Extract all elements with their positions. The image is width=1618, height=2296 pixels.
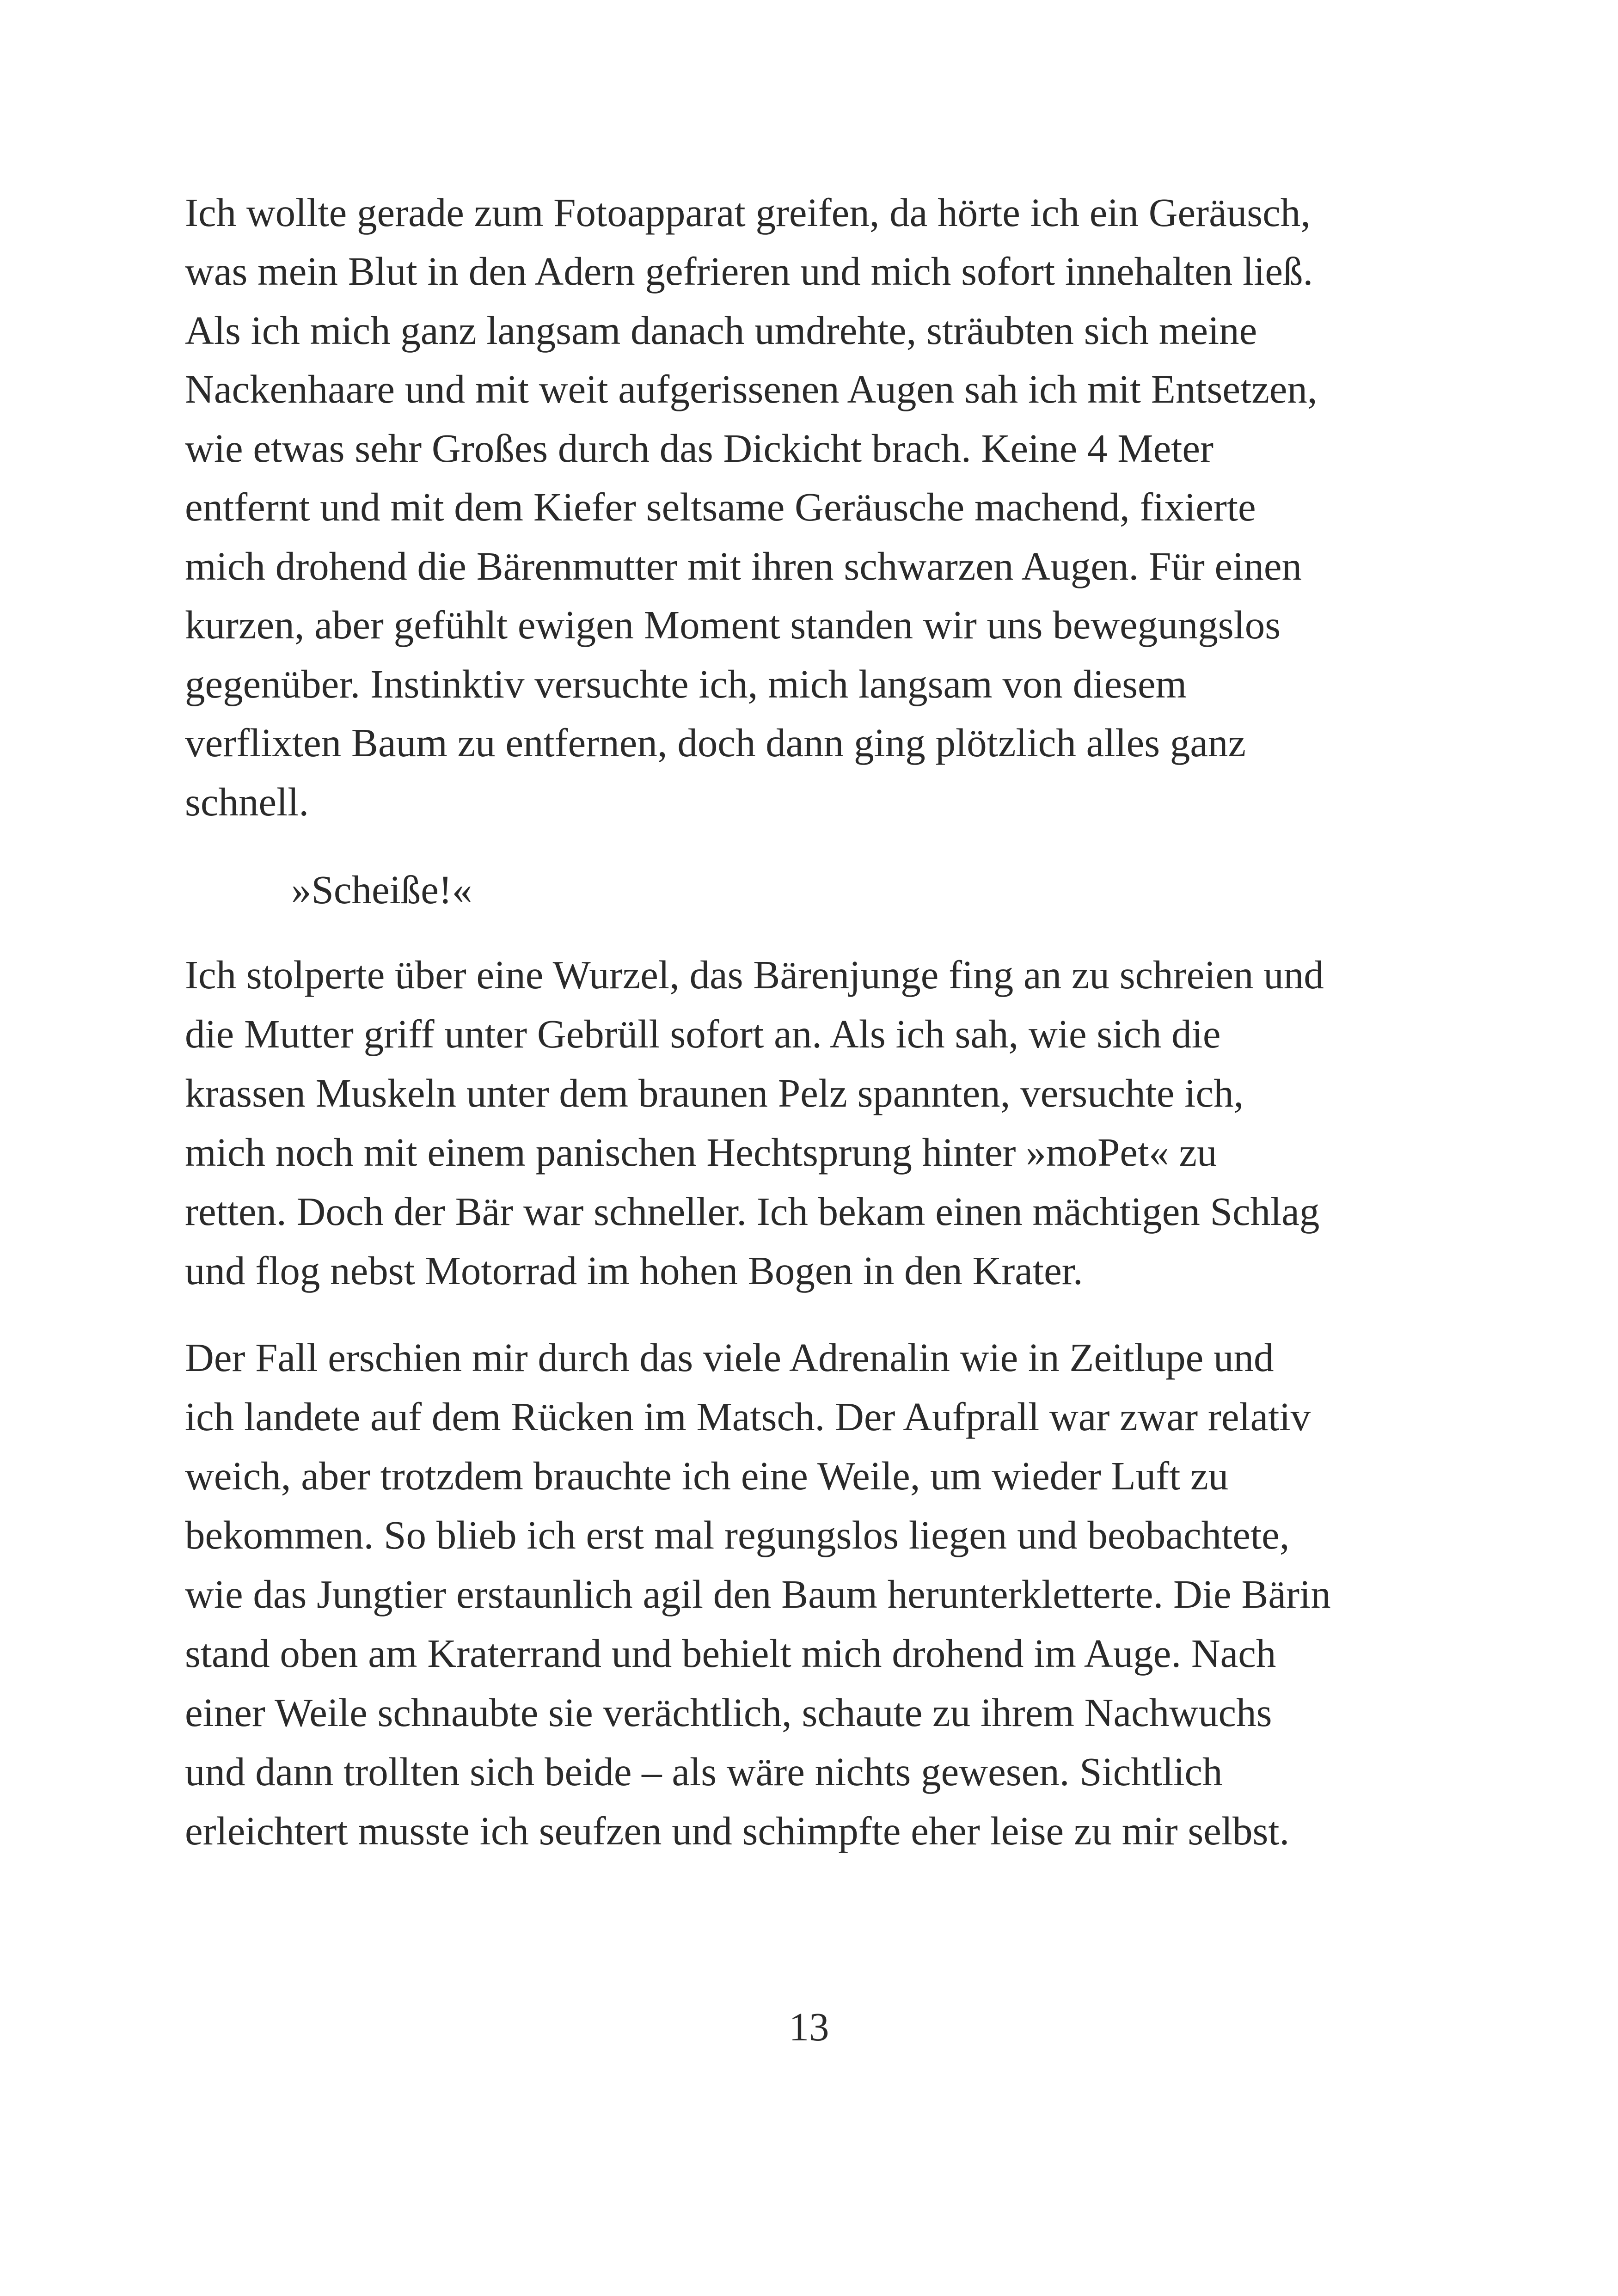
- text-line: erleichtert musste ich seufzen und schimpfte eher leise zu mir selbst.: [185, 1808, 1290, 1853]
- text-line: gegenüber. Instinktiv versuchte ich, mich langsam von diesem: [185, 661, 1187, 706]
- text-line: mich noch mit einem panischen Hechtsprung hinter »moPet« zu: [185, 1130, 1217, 1175]
- text-line: stand oben am Kraterrand und behielt mich drohend im Auge. Nach: [185, 1631, 1276, 1676]
- text-line: wie das Jungtier erstaunlich agil den Baum herunterkletterte. Die Bärin: [185, 1572, 1331, 1616]
- text-line: kurzen, aber gefühlt ewigen Moment standen wir uns bewegungslos: [185, 602, 1281, 647]
- dialogue-line: »Scheiße!«: [291, 867, 472, 912]
- text-line: verflixten Baum zu entfernen, doch dann ging plötzlich alles ganz: [185, 720, 1246, 765]
- text-line: Nackenhaare und mit weit aufgerissenen Augen sah ich mit Entsetzen,: [185, 367, 1318, 411]
- text-line: retten. Doch der Bär war schneller. Ich bekam einen mächtigen Schlag: [185, 1189, 1320, 1234]
- text-line: mich drohend die Bärenmutter mit ihren schwarzen Augen. Für einen: [185, 544, 1302, 588]
- text-line: entfernt und mit dem Kiefer seltsame Geräusche machend, fixierte: [185, 484, 1256, 529]
- text-line: schnell.: [185, 779, 309, 824]
- text-line: Ich wollte gerade zum Fotoapparat greifen, da hörte ich ein Geräusch,: [185, 190, 1311, 235]
- text-line: Ich stolperte über eine Wurzel, das Bärenjunge fing an zu schreien und: [185, 952, 1324, 997]
- text-line: und flog nebst Motorrad im hohen Bogen in den Krater.: [185, 1248, 1083, 1293]
- text-line: und dann trollten sich beide – als wäre nichts gewesen. Sichtlich: [185, 1749, 1223, 1794]
- text-line: krassen Muskeln unter dem braunen Pelz spannten, versuchte ich,: [185, 1071, 1244, 1115]
- text-line: die Mutter griff unter Gebrüll sofort an. Als ich sah, wie sich die: [185, 1011, 1221, 1056]
- page-number: 13: [789, 2004, 829, 2049]
- text-line: Der Fall erschien mir durch das viele Adrenalin wie in Zeitlupe und: [185, 1335, 1274, 1380]
- text-line: bekommen. So blieb ich erst mal regungslos liegen und beobachtete,: [185, 1512, 1290, 1557]
- text-line: weich, aber trotzdem brauchte ich eine Weile, um wieder Luft zu: [185, 1453, 1229, 1498]
- text-line: Als ich mich ganz langsam danach umdrehte, sträubten sich meine: [185, 308, 1257, 353]
- text-line: wie etwas sehr Großes durch das Dickicht brach. Keine 4 Meter: [185, 426, 1214, 471]
- text-line: ich landete auf dem Rücken im Matsch. Der Aufprall war zwar relativ: [185, 1394, 1311, 1439]
- text-line: einer Weile schnaubte sie verächtlich, schaute zu ihrem Nachwuchs: [185, 1690, 1272, 1735]
- text-line: was mein Blut in den Adern gefrieren und mich sofort innehalten ließ.: [185, 249, 1313, 294]
